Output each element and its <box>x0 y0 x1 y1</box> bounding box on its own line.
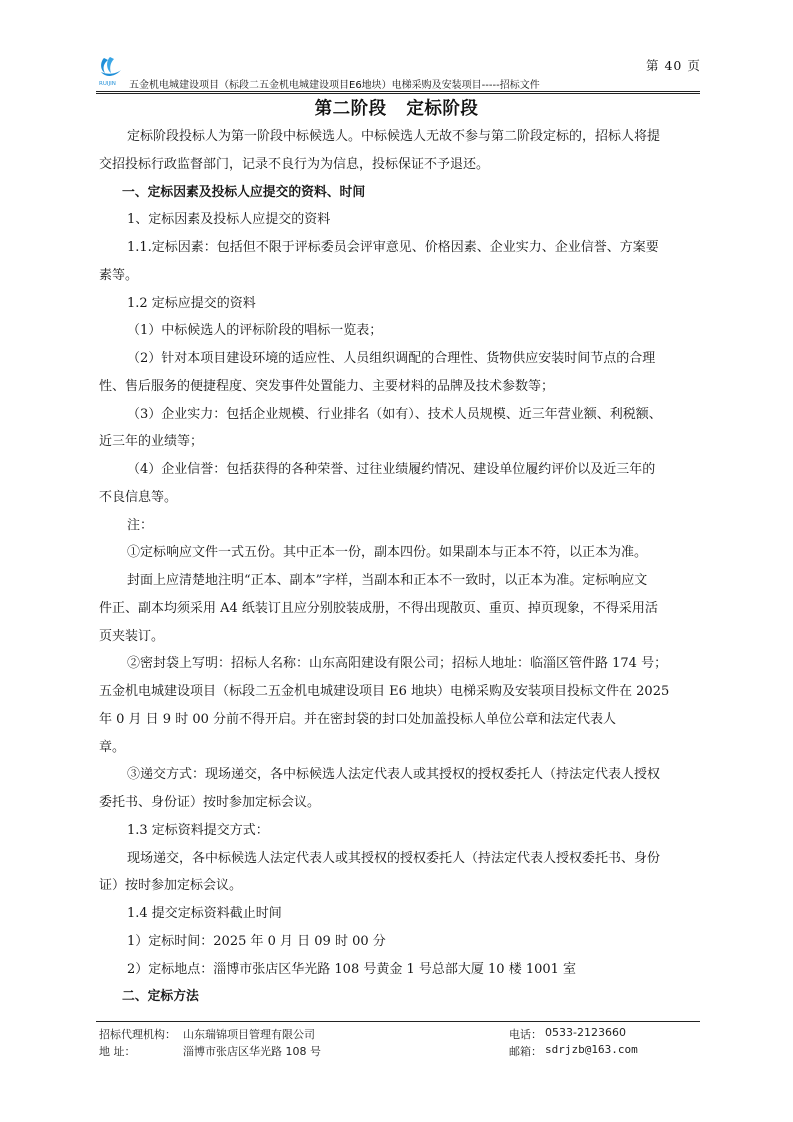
subheading: 二、定标方法 <box>122 989 199 1004</box>
paragraph-line: 性、售后服务的便捷程度、突发事件处置能力、主要材料的品牌及技术参数等； <box>99 379 555 394</box>
note-label: 注： <box>127 518 154 533</box>
paragraph-line: 定标阶段投标人为第一阶段中标候选人。中标候选人无故不参与第二阶段定标的，招标人将提 <box>127 129 661 144</box>
paragraph-line: 1.3 定标资料提交方式： <box>127 823 269 838</box>
paragraph-line: 页夹装订。 <box>99 629 165 644</box>
paragraph-line: 1）定标时间：2025 年 0 月 日 09 时 00 分 <box>127 934 386 949</box>
footer-phone-value: 0533-2123660 <box>545 1026 626 1039</box>
header-rule <box>96 93 700 94</box>
paragraph-line: 1.4 提交定标资料截止时间 <box>127 906 282 921</box>
paragraph-line: 章。 <box>99 740 126 755</box>
paragraph-line: 委托书、身份证）按时参加定标会议。 <box>99 795 321 810</box>
footer-agency-name: 山东瑞锦项目管理有限公司 <box>183 1028 315 1041</box>
paragraph-line: 1.1.定标因素：包括但不限于评标委员会评审意见、价格因素、企业实力、企业信誉、方案要 <box>127 240 659 255</box>
paragraph-line: 现场递交，各中标候选人法定代表人或其授权的授权委托人（持法定代表人授权委托书、身份 <box>127 851 661 866</box>
footer-address-label: 地 址： <box>99 1045 136 1058</box>
paragraph-line: 证）按时参加定标会议。 <box>99 878 243 893</box>
footer-email-value: sdrjzb@163.com <box>545 1043 638 1056</box>
paragraph-line: （2）针对本项目建设环境的适应性、人员组织调配的合理性、货物供应安装时间节点的合理 <box>127 351 656 366</box>
paragraph-line: 年 0 月 日 9 时 00 分前不得开启。并在密封袋的封口处加盖投标人单位公章和法定代表人 <box>99 712 617 727</box>
footer-phone-label: 电话： <box>509 1028 542 1041</box>
paragraph-line: 交招投标行政监督部门，记录不良行为为信息，投标保证不予退还。 <box>99 157 490 172</box>
logo-text: RUIJIN <box>99 81 116 87</box>
paragraph-line: 2）定标地点：淄博市张店区华光路 108 号黄金 1 号总部大厦 10 楼 1001 室 <box>127 962 577 977</box>
section-heading: 第二阶段 定标阶段 <box>314 99 479 119</box>
paragraph-line: （3）企业实力：包括企业规模、行业排名（如有）、技术人员规模、近三年营业额、利税额、 <box>127 407 662 422</box>
company-logo-icon <box>98 54 124 88</box>
footer-rule <box>96 1021 700 1022</box>
paragraph-line: （1）中标候选人的评标阶段的唱标一览表； <box>127 323 383 338</box>
paragraph-line: 素等。 <box>99 268 139 283</box>
footer-email-label: 邮箱： <box>509 1045 542 1058</box>
page-number: 第 40 页 <box>646 58 701 73</box>
paragraph-line: 封面上应清楚地注明“正本、副本”字样，当副本和正本不一致时，以正本为准。定标响应文 <box>127 573 648 588</box>
paragraph-line: ③递交方式：现场递交，各中标候选人法定代表人或其授权的授权委托人（持法定代表人授权 <box>127 767 661 782</box>
paragraph-line: 不良信息等。 <box>99 490 178 505</box>
paragraph-line: 近三年的业绩等； <box>99 434 204 449</box>
paragraph-line: （4）企业信誉：包括获得的各种荣誉、过往业绩履约情况、建设单位履约评价以及近三年的 <box>127 462 656 477</box>
paragraph-line: ①定标响应文件一式五份。其中正本一份，副本四份。如果副本与正本不符，以正本为准。 <box>127 545 648 560</box>
document-header-title: 五金机电城建设项目（标段二五金机电城建设项目E6地块）电梯采购及安装项目-----招标文件 <box>129 80 540 91</box>
paragraph-line: 1.2 定标应提交的资料 <box>127 296 256 311</box>
footer-agency-label: 招标代理机构： <box>99 1028 176 1041</box>
subheading: 一、定标因素及投标人应提交的资料、时间 <box>122 185 366 200</box>
header-rule <box>96 91 700 92</box>
paragraph-line: 1、定标因素及投标人应提交的资料 <box>127 212 331 227</box>
footer-address-value: 淄博市张店区华光路 108 号 <box>183 1045 321 1058</box>
paragraph-line: ②密封袋上写明：招标人名称：山东高阳建设有限公司；招标人地址：临淄区管件路 174 号； <box>127 656 668 671</box>
paragraph-line: 五金机电城建设项目（标段二五金机电城建设项目 E6 地块）电梯采购及安装项目投标文件在 2025 <box>99 684 670 699</box>
paragraph-line: 件正、副本均须采用 A4 纸装订且应分别胶装成册，不得出现散页、重页、掉页现象，不得采用活 <box>99 601 658 616</box>
